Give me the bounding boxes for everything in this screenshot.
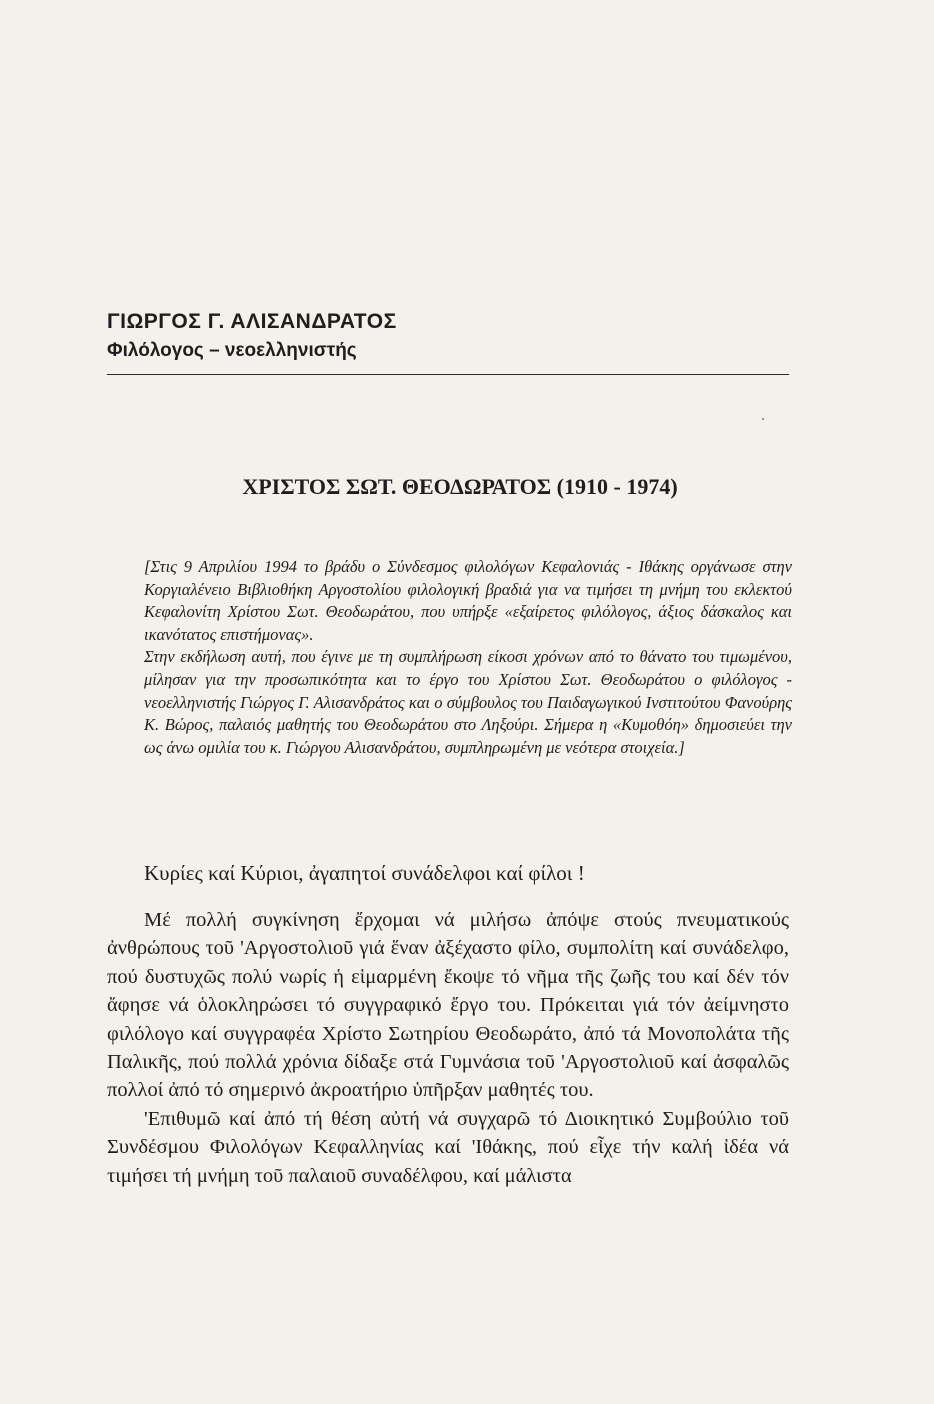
body-paragraph-2: 'Επιθυμῶ καί ἀπό τή θέση αὐτή νά συγχαρῶ τό Διοικητικό Συμβούλιο τοῦ Συνδέσμου Φιλολόγων Κεφαλληνίας καί 'Ιθάκης, πού εἶχε τήν καλή ἰδέα νά τιμήσει τή μνήμη τοῦ παλαιοῦ συναδέλφου, καί μάλιστα [107, 1107, 789, 1187]
author-role: Φιλόλογος – νεοελληνιστής [107, 340, 357, 361]
salutation: Κυρίες καί Κύριοι, ἀγαπητοί συνάδελφοι καί φίλοι ! [144, 861, 585, 885]
body-text [107, 906, 789, 1190]
article-title: ΧΡΙΣΤΟΣ ΣΩΤ. ΘΕΟΔΩΡΑΤΟΣ (1910 - 1974) [242, 474, 678, 499]
body-paragraph-1: Μέ πολλή συγκίνηση ἔρχομαι νά μιλήσω ἀπόψε στούς πνευματικούς ἀνθρώπους τοῦ 'Αργοστολιοῦ γιά ἕναν ἀξέχαστο φίλο, συμπολίτη καί συνάδελφο, πού δυστυχῶς πολύ νωρίς ἡ εἱμαρμένη ἔκοψε τό νῆμα τῆς ζωῆς του καί δέν τόν ἄφησε νά ὁλοκληρώσει τό συγγραφικό ἔργο του. Πρόκειται γιά τόν ἀείμνηστο φιλόλογο καί συγγραφέα Χρίστο Σωτηρίου Θεοδωράτο, ἀπό τά Μονοπολάτα τῆς Παλικῆς, πού πολλά χρόνια δίδαξε στά Γυμνάσια τοῦ 'Αργοστολιοῦ καί ἀσφαλῶς πολλοί ἀπό τό σημερινό ἀκροατήριο ὑπῆρξαν μαθητές του. [107, 909, 789, 1102]
header-divider [107, 374, 789, 375]
editor-note-paragraph-2: Στην εκδήλωση αυτή, που έγινε με τη συμπλήρωση είκοσι χρόνων από το θάνατο του τιμωμένου, μίλησαν για την προσωπικότητα και το έργο του Χρίστου Σωτ. Θεοδωράτου ο φιλόλογος - νεοελληνιστής Γιώργος Γ. Αλισανδράτος και ο σύμβουλος του Παιδαγωγικού Ινστιτούτου Φανούρης Κ. Βώρος, παλαιός μαθητής του Θεοδωράτου στο Ληξούρι. Σήμερα η «Κυμοθόη» δημοσιεύει την ως άνω ομιλία του κ. Γιώργου Αλισανδράτου, συμπληρωμένη με νεότερα στοιχεία.] [144, 647, 792, 757]
author-name: ΓΙΩΡΓΟΣ Γ. ΑΛΙΣΑΝΔΡΑΤΟΣ [107, 310, 397, 333]
editor-note-paragraph-1: [Στις 9 Απριλίου 1994 το βράδυ ο Σύνδεσμος φιλολόγων Κεφαλονιάς - Ιθάκης οργάνωσε στην Κοργιαλένειο Βιβλιοθήκη Αργοστολίου φιλολογική βραδιά για να τιμήσει τη μνήμη του εκλεκτού Κεφαλονίτη Χρίστου Σωτ. Θεοδωράτου, που υπήρξε «εξαίρετος φιλόλογος, άξιος δάσκαλος και ικανότατος επιστήμονας». [144, 557, 792, 644]
author-block [107, 308, 789, 366]
editor-note [144, 556, 792, 759]
speck-mark [762, 418, 764, 420]
